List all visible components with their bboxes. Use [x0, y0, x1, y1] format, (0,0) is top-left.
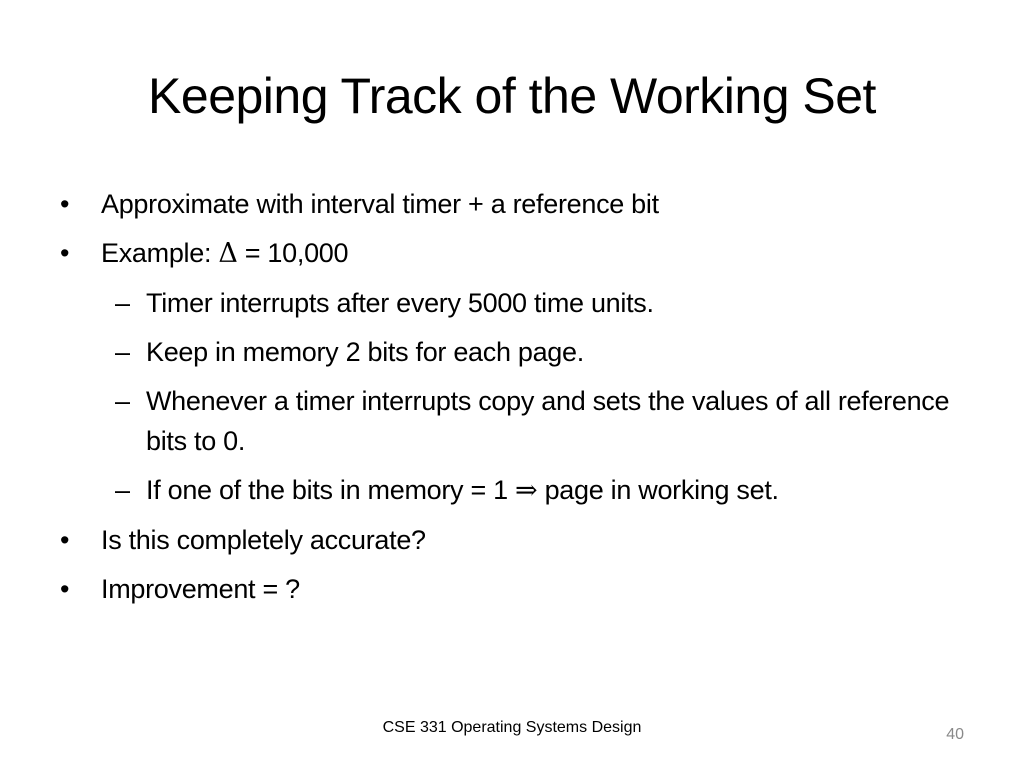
sub-bullet-item-memory — [0, 332, 1024, 372]
sub-bullet-item-timer — [0, 283, 1024, 323]
bullet-item-accurate — [0, 520, 1024, 560]
bullet-item-improvement — [0, 569, 1024, 609]
dash-marker: – — [115, 386, 130, 416]
implies-symbol: ⇒ — [515, 475, 538, 506]
sub-bullet-text: Timer interrupts after every 5000 time units. — [146, 288, 654, 318]
sub-bullet-text: Keep in memory 2 bits for each page. — [146, 337, 584, 367]
bullet-text: Approximate with interval timer + a reference bit — [101, 189, 659, 219]
bullet-marker: • — [60, 525, 70, 555]
bullet-text: Improvement = ? — [101, 574, 300, 604]
bullet-item-example — [0, 233, 1024, 274]
bullet-marker: • — [60, 238, 70, 268]
bullet-marker: • — [60, 189, 70, 219]
page-number: 40 — [946, 726, 964, 743]
sub-bullet-item-if-one — [0, 470, 1024, 511]
slide-footer: CSE 331 Operating Systems Design — [382, 719, 642, 736]
dash-marker: – — [115, 337, 130, 367]
sub-bullet-text: Whenever a timer interrupts copy and sets the values of all reference bits to 0. — [146, 386, 950, 456]
dash-marker: – — [115, 288, 130, 318]
bullet-marker: • — [60, 574, 70, 604]
bullet-text: Example: — [101, 238, 219, 268]
delta-symbol: Δ — [218, 238, 238, 269]
sub-bullet-item-whenever — [0, 381, 1024, 461]
bullet-text: = 10,000 — [237, 238, 349, 268]
bullet-list — [0, 184, 1024, 618]
sub-bullet-text: If one of the bits in memory = 1 — [146, 475, 516, 505]
dash-marker: – — [115, 475, 130, 505]
slide-title: Keeping Track of the Working Set — [148, 68, 876, 124]
sub-bullet-text: page in working set. — [537, 475, 779, 505]
bullet-item-approximate — [0, 184, 1024, 224]
bullet-text: Is this completely accurate? — [101, 525, 426, 555]
